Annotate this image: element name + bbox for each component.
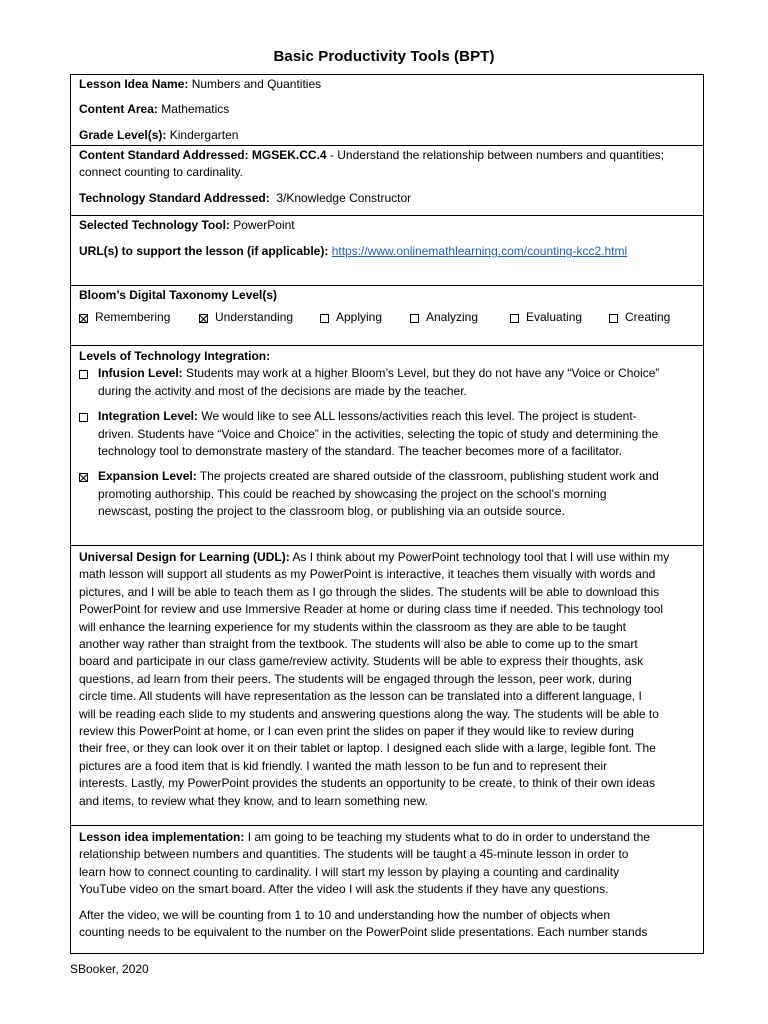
- technology-tool-cell: [71, 216, 703, 286]
- udl-line: and items, to review what they know, and to learn something new.: [79, 793, 428, 808]
- blooms-levels: [79, 309, 695, 326]
- content-area-value: Mathematics: [161, 102, 230, 117]
- content-standard-label: Content Standard Addressed: MGSEK.CC.4: [79, 148, 327, 162]
- checkbox-icon: [410, 314, 419, 323]
- footer-author: SBooker, 2020: [70, 962, 149, 976]
- udl-text: As I think about my PowerPoint technology tool that I will use within my: [289, 550, 670, 564]
- implementation-label: Lesson idea implementation:: [79, 830, 245, 844]
- blooms-applying[interactable]: [320, 309, 410, 326]
- udl-label: Universal Design for Learning (UDL):: [79, 550, 290, 564]
- integration-line-1: [98, 408, 658, 425]
- udl-cell: [71, 546, 703, 826]
- expansion-line-2: promoting authorship. This could be reached by showcasing the project on the school’s morning: [98, 486, 607, 501]
- udl-line: will enhance the learning experience for my students within the classroom as they are able to be taught: [79, 619, 626, 634]
- udl-line: math lesson will support all students as my PowerPoint is interactive, it teaches them visually with words and: [79, 567, 656, 582]
- expansion-checkbox-icon[interactable]: [79, 473, 88, 482]
- expansion-text: The projects created are shared outside of the classroom, publishing student work and: [196, 469, 659, 484]
- udl-line: will be reading each slide to my students and answering questions along the way. The students will be able to: [79, 706, 659, 721]
- standards-cell: [71, 146, 703, 216]
- udl-line-1: [79, 549, 695, 566]
- checkbox-icon: [320, 314, 329, 323]
- selected-tool-value: PowerPoint: [233, 218, 295, 232]
- implementation-line-1: [79, 829, 695, 846]
- udl-line: their free, or they can look over it on their tablet or laptop. I designed each slide with a large, legible font. The: [79, 741, 656, 756]
- udl-line: review this PowerPoint at home, or I can even print the slides on paper if they would like to review during: [79, 724, 634, 739]
- blooms-title: Bloom’s Digital Taxonomy Level(s): [79, 288, 278, 302]
- integration-label: Integration Level:: [98, 409, 199, 424]
- lesson-info-cell: [71, 75, 703, 146]
- udl-line: board and participate in our class game/review activity. Students will be able to express their thoughts, ask: [79, 654, 644, 669]
- blooms-level-label: Remembering: [95, 310, 171, 325]
- udl-line: PowerPoint for review and use Immersive Reader at home or during class time if needed. This technology tool: [79, 602, 664, 617]
- checkbox-icon: [79, 314, 88, 323]
- content-area-line: [79, 101, 695, 118]
- checkbox-icon: [510, 314, 519, 323]
- lesson-url-link[interactable]: https://www.onlinemathlearning.com/counting-kcc2.html: [331, 244, 628, 259]
- technology-standard-value: 3/Knowledge Constructor: [276, 190, 412, 205]
- checkbox-icon: [199, 314, 208, 323]
- blooms-level-label: Analyzing: [426, 310, 479, 325]
- integration-level-item: [79, 408, 695, 460]
- expansion-level-item: [79, 468, 695, 520]
- udl-line: circle time. All students will have representation as the lesson can be translated into a different language, I: [79, 689, 642, 704]
- lesson-plan-table: [70, 74, 704, 954]
- udl-line: pictures, and I will be able to teach them as I go through the slides. The students will be able to download this: [79, 584, 660, 599]
- implementation-text: I am going to be teaching my students what to do in order to understand the: [244, 830, 650, 844]
- integration-levels-cell: [71, 346, 703, 546]
- lesson-name-line: [79, 76, 695, 93]
- infusion-label: Infusion Level:: [98, 366, 183, 381]
- infusion-text: Students may work at a higher Bloom’s Level, but they do not have any “Voice or Choice”: [182, 366, 660, 381]
- udl-line: questions, ad learn from their peers. The students will be engaged through the lesson, peer work, during: [79, 671, 632, 686]
- udl-line: pictures are a food item that is kid friendly. I wanted the math lesson to be fun and to represent their: [79, 758, 608, 773]
- integration-checkbox-icon[interactable]: [79, 413, 88, 422]
- technology-standard-line: [79, 190, 695, 207]
- implementation-line: relationship between numbers and quantities. The students will be taught a 45-minute lesson in order to: [79, 847, 629, 862]
- lesson-name-value: Numbers and Quantities: [191, 77, 322, 91]
- expansion-line-3: newscast, posting the project to the classroom blog, or publishing via an outside source.: [98, 504, 565, 519]
- selected-tool-line: [79, 217, 695, 234]
- integration-levels-title: Levels of Technology Integration:: [79, 349, 271, 363]
- blooms-cell: [71, 286, 703, 346]
- integration-text: We would like to see ALL lessons/activities reach this level. The project is student-: [198, 409, 637, 424]
- udl-line: another way rather than straight from the textbook. The students will also be able to come up to the smart: [79, 637, 638, 652]
- blooms-understanding[interactable]: [199, 309, 320, 326]
- integration-line-2: driven. Students have “Voice and Choice” in the activities, selecting the topic of study and determining the: [98, 426, 659, 441]
- technology-standard-label: Technology Standard Addressed:: [79, 190, 270, 205]
- blooms-analyzing[interactable]: [410, 309, 510, 326]
- grade-level-label: Grade Level(s):: [79, 127, 167, 142]
- infusion-line-1: [98, 365, 659, 382]
- infusion-checkbox-icon[interactable]: [79, 370, 88, 379]
- lesson-name-label: Lesson Idea Name:: [79, 77, 189, 91]
- integration-line-3: technology tool to demonstrate mastery of the standard. The teacher becomes more of a facilitator.: [98, 444, 623, 459]
- content-standard-text: - Understand the relationship between numbers and quantities;: [326, 148, 665, 162]
- implementation-line: learn how to connect counting to cardinality. I will start my lesson by playing a counting and cardinality: [79, 864, 620, 879]
- implementation-line: YouTube video on the smart board. After the video I will ask the students if they have any questions.: [79, 882, 609, 897]
- infusion-line-2: during the activity and most of the decisions are made by the teacher.: [98, 383, 467, 398]
- infusion-level-item: [79, 365, 695, 400]
- blooms-remembering[interactable]: [79, 309, 199, 326]
- checkbox-icon: [609, 314, 618, 323]
- url-label: URL(s) to support the lesson (if applicable):: [79, 244, 329, 259]
- expansion-label: Expansion Level:: [98, 469, 197, 484]
- url-line: [79, 243, 695, 260]
- blooms-level-label: Understanding: [215, 310, 294, 325]
- grade-level-value: Kindergarten: [169, 127, 239, 142]
- blooms-evaluating[interactable]: [510, 309, 609, 326]
- blooms-creating[interactable]: [609, 309, 670, 326]
- implementation-line: counting needs to be equivalent to the number on the PowerPoint slide presentations. Each number stands: [79, 925, 648, 940]
- content-standard-text-2: connect counting to cardinality.: [79, 165, 243, 180]
- document-title: Basic Productivity Tools (BPT): [273, 48, 495, 65]
- grade-level-line: [79, 127, 695, 144]
- blooms-level-label: Evaluating: [526, 310, 583, 325]
- content-area-label: Content Area:: [79, 102, 158, 117]
- expansion-line-1: [98, 468, 659, 485]
- implementation-line: After the video, we will be counting from 1 to 10 and understanding how the number of objects when: [79, 907, 610, 922]
- selected-tool-label: Selected Technology Tool:: [79, 218, 230, 232]
- implementation-cell: [71, 826, 703, 953]
- blooms-level-label: Creating: [625, 310, 671, 325]
- blooms-level-label: Applying: [336, 310, 383, 325]
- content-standard-line: [79, 147, 695, 164]
- udl-line: interests. Lastly, my PowerPoint provides the students an opportunity to be create, to think of their own ideas: [79, 776, 656, 791]
